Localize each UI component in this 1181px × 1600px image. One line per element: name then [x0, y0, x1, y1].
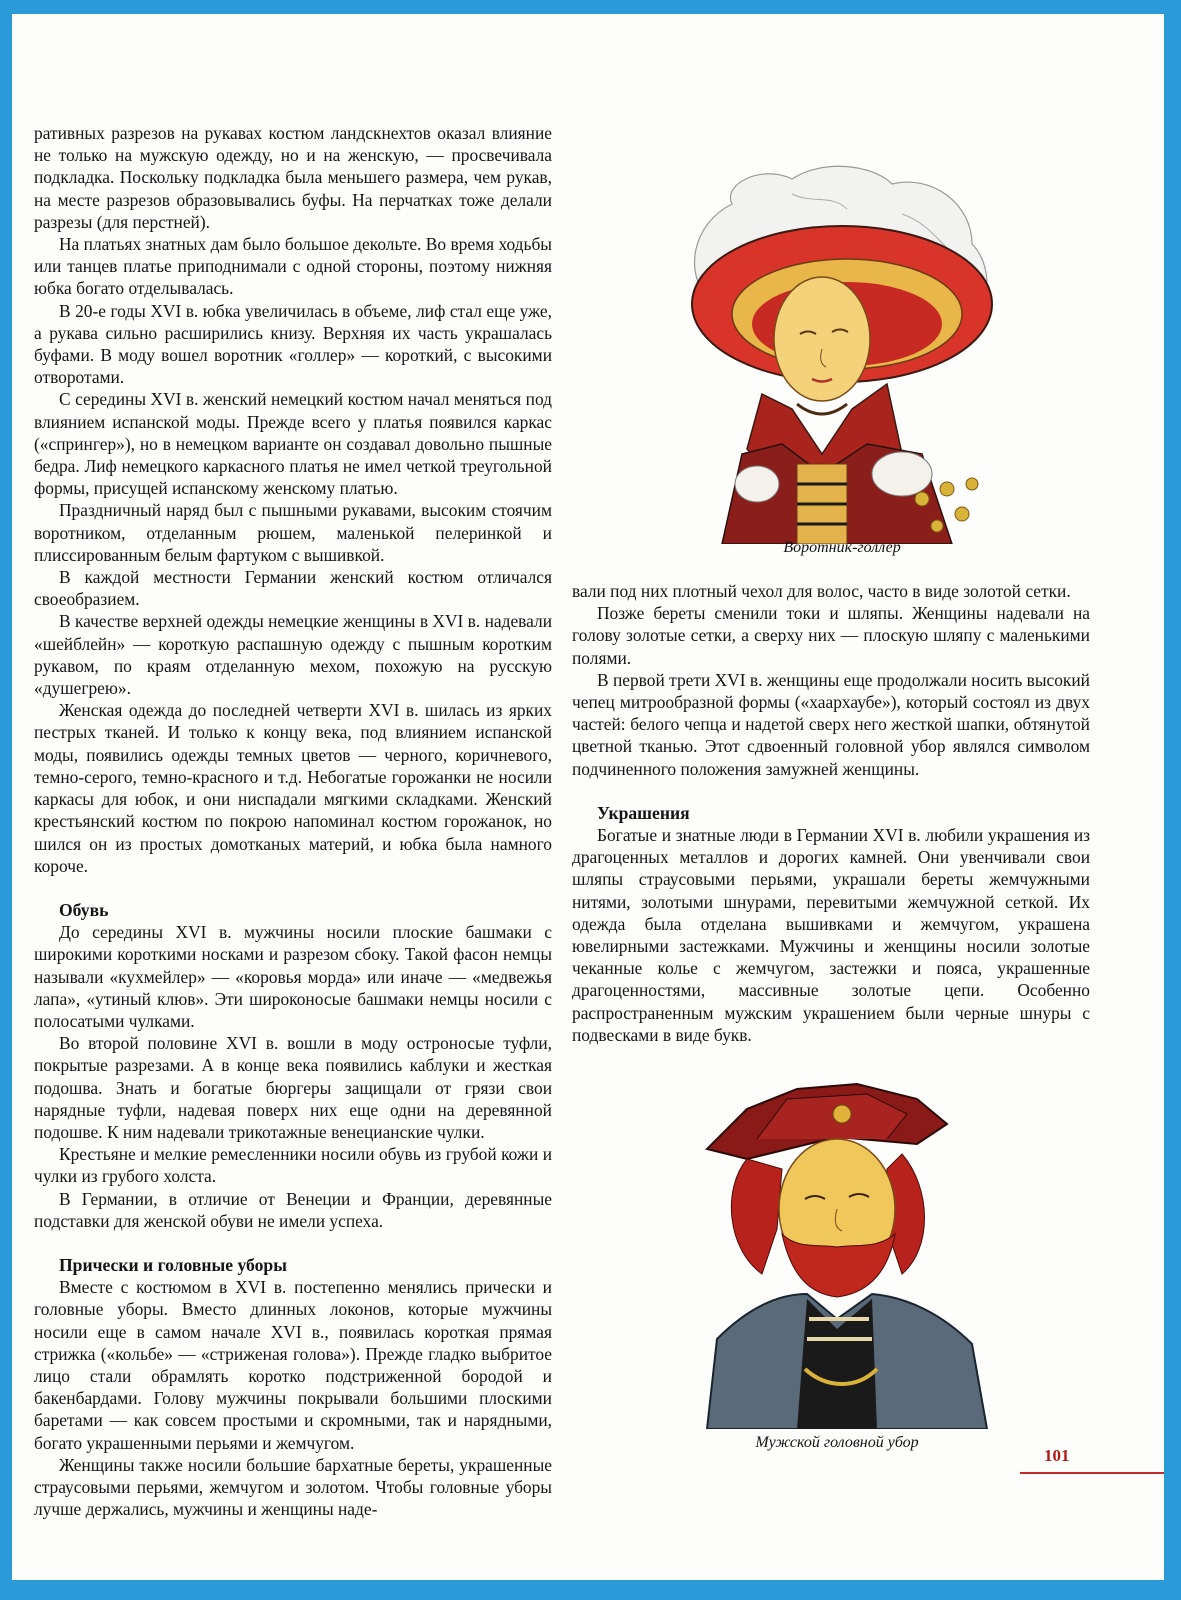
paragraph: На платьях знатных дам было большое декольте. Во время ходьбы или танцев платье приподнимали с одной стороны, поэтому нижняя юбка богато отделывалась. [34, 234, 552, 299]
paragraph: Женщины также носили большие бархатные береты, украшенные страусовыми перьями, жемчугом и золотом. Чтобы головные уборы лучше держались, мужчины и женщины наде- [34, 1454, 552, 1520]
man-portrait-illustration [687, 1069, 1007, 1429]
page-number-rule [1020, 1472, 1164, 1474]
page-number: 101 [1044, 1446, 1070, 1465]
bottom-figure-caption: Мужской головной убор [755, 1434, 919, 1451]
woman-portrait-illustration [672, 154, 1012, 544]
paragraph: В 20-е годы XVI в. юбка увеличилась в объеме, лиф стал еще уже, а рукава сильно расширились книзу. Верхняя их часть украшалась буфами. В моду вошел воротник «голлер» — короткий, с высокими отворотами. [34, 300, 552, 388]
paragraph: Женская одежда до последней четверти XVI в. шилась из ярких пестрых тканей. И только к концу века, под влиянием испанской моды, появились одежды темных цветов — черного, коричневого, темно-серого, темно-красного и т.д. Небогатые горожанки не носили каркасы для юбок, и они ниспадали мягкими складками. Женский крестьянский костюм по покрою напоминал костюм горожанок, но шился он из простых домотканых материй, и юбка была намного короче. [34, 700, 552, 876]
section-heading: Прически и головные уборы [59, 1254, 287, 1275]
paragraph: вали под них плотный чехол для волос, часто в виде золотой сетки. [572, 581, 1071, 601]
paragraph: Праздничный наряд был с пышными рукавами, высоким стоячим воротником, отделанным рюшем, маленькой пелеринкой и плиссированным белым фартуком с вышивкой. [34, 500, 552, 565]
paragraph: В Германии, в отличие от Венеции и Франции, деревянные подставки для женской обуви не имели успеха. [34, 1188, 552, 1231]
paragraph: Богатые и знатные люди в Германии XVI в. любили украшения из драгоценных металлов и дорогих камней. Они увенчивали свои шляпы страусовыми перьями, украшали береты жемчужными нитями, золотыми шнурами, перевитыми жемчужной сеткой. Их одежда была отделана вышивками и жемчугом, украшена ювелирными застежками. Мужчины и женщины носили золотые чеканные колье с жемчугом, застежки и пояса, украшенные драгоценностями, массивные золотые цепи. Особенно распространенным мужским украшением были черные шнуры с подвесками в виде букв. [572, 825, 1090, 1045]
section-heading: Обувь [59, 899, 109, 920]
paragraph: С середины XVI в. женский немецкий костюм начал меняться под влиянием испанской моды. Прежде всего у платья появился каркас («спрингер»), но в немецком варианте он создавал довольно пышные бедра. Лиф немецкого каркасного платья не имел четкой треугольной формы, присущей испанскому женскому платью. [34, 389, 552, 499]
paragraph: В первой трети XVI в. женщины еще продолжали носить высокий чепец митрообразной формы («хаархаубе»), который состоял из двух частей: белого чепца и надетой сверх него жесткой шапки, обтянутой цветной тканью. Этот сдвоенный головной убор являлся символом подчиненного положения замужней женщины. [572, 669, 1090, 779]
paragraph: Вместе с костюмом в XVI в. постепенно менялись прически и головные уборы. Вместо длинных локонов, которые мужчины носили еще в самом начале XVI в., появилась короткая прямая стрижка («кольбе» — «стриженая голова»). Прежде гладко выбритое лицо стали обрамлять коротко подстриженной бородой и бакенбардами. Голову мужчины покрывали большими плоскими баретами — как совсем простыми и скромными, так и нарядными, богато украшенными перьями и жемчугом. [34, 1277, 552, 1453]
section-heading: Украшения [597, 802, 690, 823]
paragraph: В каждой местности Германии женский костюм отличался своеобразием. [34, 567, 552, 610]
paragraph: Позже береты сменили токи и шляпы. Женщины надевали на голову золотые сетки, а сверху них — плоскую шляпу с маленькими полями. [572, 603, 1090, 668]
paragraph: ративных разрезов на рукавах костюм ландскнехтов оказал влияние не только на мужскую одежду, но и на женскую, — просвечивала подкладка. Поскольку подкладка была меньшего размера, чем рукав, на месте разрезов образовывались буфы. На перчатках тоже делали разрезы (для перстней). [34, 123, 552, 232]
top-figure-caption: Воротник-голлер [783, 539, 901, 556]
left-text-column [34, 122, 552, 1520]
paragraph: Крестьяне и мелкие ремесленники носили обувь из грубой кожи и чулки из грубого холста. [34, 1144, 552, 1187]
paragraph: До середины XVI в. мужчины носили плоские башмаки с широкими короткими носками и разрезом сбоку. Такой фасон немцы называли «кухмейлер» — «коровья морда» или иначе — «медвежья лапа», «утиный клюв». Эти широконосые башмаки немцы носили с полосатыми чулками. [34, 922, 552, 1031]
paragraph: Во второй половине XVI в. вошли в моду остроносые туфли, покрытые разрезами. А в конце века появились каблуки и жесткая подошва. Знать и богатые бюргеры защищали от грязи свои нарядные туфли, надевая поверх них еще одни на деревянной подошве. К ним надевали трикотажные венецианские чулки. [34, 1033, 552, 1142]
book-page [12, 14, 1164, 1580]
paragraph: В качестве верхней одежды немецкие женщины в XVI в. надевали «шейблейн» — короткую распашную одежду с пышным коротким рукавом, по краям отделанную мехом, похожую на русскую «душегрею». [34, 611, 552, 699]
right-text-column [572, 580, 1090, 1046]
